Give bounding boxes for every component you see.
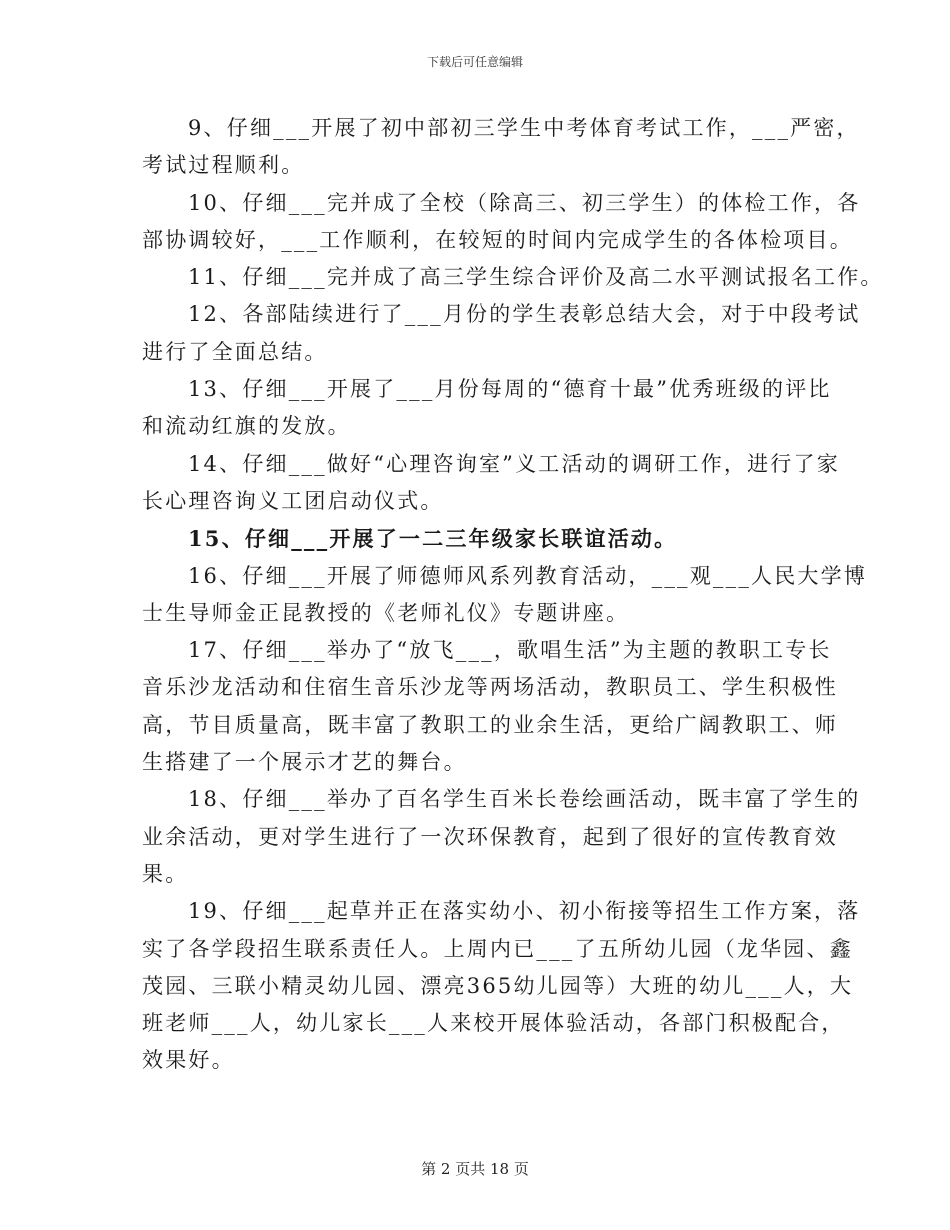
paragraph-line: 部协调较好，___工作顺利，在较短的时间内完成学生的各体检项目。 [142, 227, 853, 252]
paragraph-line: 12、各部陆续进行了___月份的学生表彰总结大会，对于中段考试 [188, 302, 861, 327]
paragraph-line: 音乐沙龙活动和住宿生音乐沙龙等两场活动，教职员工、学生积极性 [142, 675, 838, 700]
paragraph-line: 长心理咨询义工团启动仪式。 [142, 488, 444, 513]
paragraph-line: 进行了全面总结。 [142, 339, 328, 364]
paragraph-line: 15、仔细___开展了一二三年级家长联谊活动。 [188, 526, 678, 552]
paragraph-line: 高，节目质量高，既丰富了教职工的业余生活，更给广阔教职工、师 [142, 712, 838, 737]
paragraph-18 [142, 781, 861, 893]
paragraph-line: 考试过程顺利。 [142, 153, 305, 178]
document-body [142, 110, 884, 1080]
paragraph-16 [142, 558, 868, 633]
paragraph-line: 实了各学段招生联系责任人。上周内已___了五所幼儿园（龙华园、鑫 [142, 936, 853, 961]
page-footer: 第 2 页共 18 页 [421, 1160, 529, 1178]
paragraph-line: 业余活动，更对学生进行了一次环保教育，起到了很好的宣传教育效 [142, 824, 838, 849]
paragraph-line: 16、仔细___开展了师德师风系列教育活动，___观___人民大学博 [188, 563, 868, 588]
paragraph-line: 17、仔细___举办了“放飞___，歌唱生活”为主题的教职工专长 [188, 638, 832, 663]
paragraph-17 [142, 632, 842, 781]
paragraph-line: 和流动红旗的发放。 [142, 414, 351, 439]
paragraph-19 [142, 893, 861, 1079]
paragraph-line: 9、仔细___开展了初中部初三学生中考体育考试工作，___严密， [188, 116, 860, 140]
paragraph-14 [142, 446, 842, 521]
paragraph-line: 11、仔细___完并成了高三学生综合评价及高二水平测试报名工作。 [188, 265, 884, 290]
paragraph-line: 生搭建了一个展示才艺的舞台。 [142, 750, 467, 775]
paragraph-line: 14、仔细___做好“心理咨询室”义工活动的调研工作，进行了家 [188, 451, 840, 476]
paragraph-line: 18、仔细___举办了百名学生百米长卷绘画活动，既丰富了学生的 [188, 787, 861, 812]
paragraph-line: 果。 [142, 861, 189, 886]
paragraph-line: 13、仔细___开展了___月份每周的“德育十最”优秀班级的评比 [188, 377, 832, 402]
paragraph-line: 10、仔细___完并成了全校（除高三、初三学生）的体检工作，各 [188, 190, 861, 215]
paragraph-line: 班老师___人，幼儿家长___人来校开展体验活动，各部门积极配合， [142, 1011, 845, 1036]
page-header: 下载后可任意编辑 [426, 55, 523, 69]
paragraph-line: 效果好。 [142, 1048, 235, 1073]
paragraph-9 [142, 110, 860, 185]
paragraph-line: 19、仔细___起草并正在落实幼小、初小衔接等招生工作方案，落 [188, 899, 861, 924]
paragraph-line: 茂园、三联小精灵幼儿园、漂亮365幼儿园等）大班的幼儿___人，大 [142, 973, 854, 998]
paragraph-13 [142, 371, 842, 446]
paragraph-12 [142, 296, 861, 371]
paragraph-10 [142, 185, 861, 260]
paragraph-11 [142, 259, 884, 296]
paragraph-line: 士生导师金正昆教授的《老师礼仪》专题讲座。 [142, 600, 630, 625]
paragraph-15 [142, 520, 842, 557]
